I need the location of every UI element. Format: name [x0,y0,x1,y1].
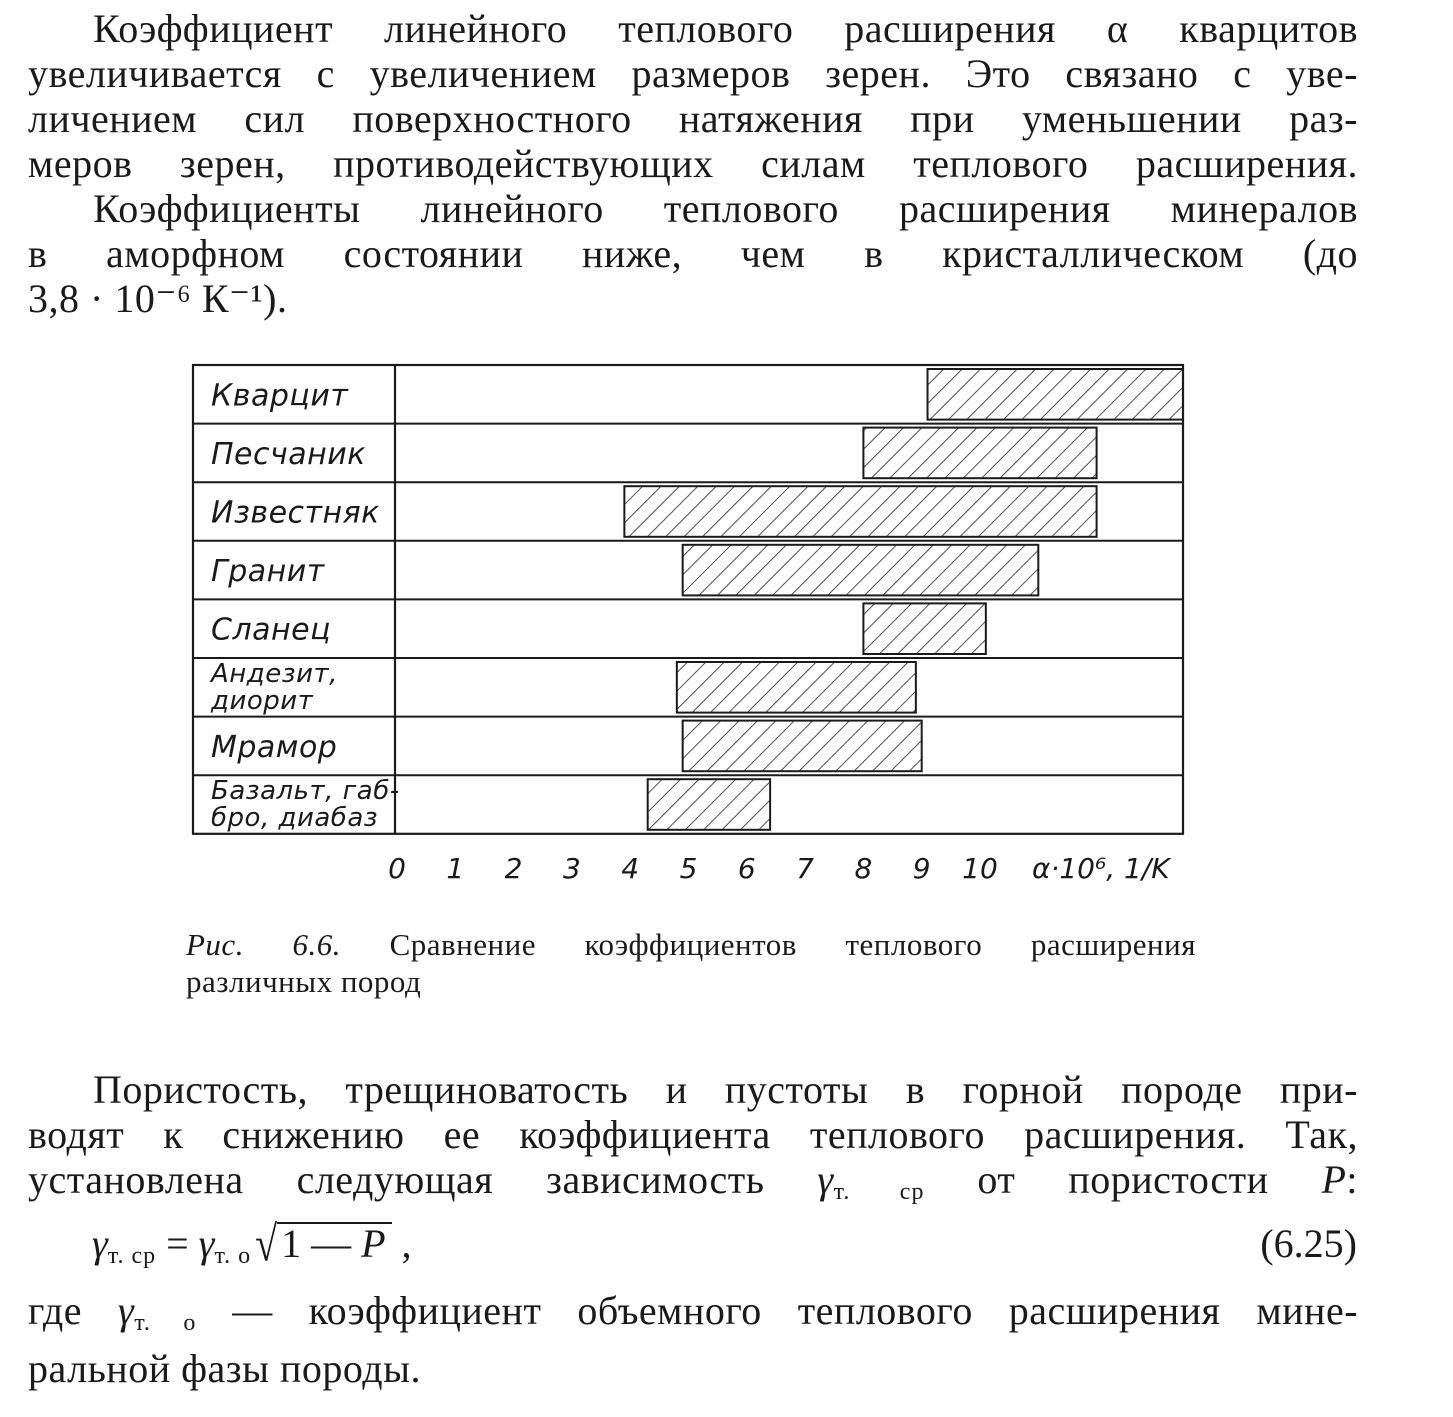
paragraph-where [28,1288,1358,1391]
category-label-line: Андезит, [211,659,338,689]
gamma-symbol: γ [817,1157,834,1202]
range-bar [677,662,916,713]
text-line: увеличивается с увеличением размеров зерен. Это связано с уве- [28,51,1358,96]
equation-body [92,1215,412,1272]
caption-line-1 [186,926,1196,963]
text-line: личением сил поверхностного натяжения при уменьшении раз- [28,96,1358,141]
text-line: Коэффициент линейного теплового расширения α кварцитов [93,6,1358,51]
text-line: ральной фазы породы. [28,1346,421,1391]
category-label-line: Песчаник [211,436,366,472]
x-tick-label: 0 [388,851,406,885]
category-label-line: бро, диабаз [211,803,379,834]
category-label [211,496,380,531]
text-line [28,1288,1358,1346]
text-line [28,1157,1358,1215]
category-label-line: Гранит [211,554,325,590]
x-axis-label: α·10⁶, 1/K [1032,851,1170,885]
range-bar [683,545,1039,596]
equation-comma: , [391,1221,412,1266]
category-label [209,659,338,716]
x-tick-label: 1 [446,851,465,885]
category-label [211,730,337,765]
category-label [211,554,326,589]
radicand-text: 1 — [281,1221,362,1266]
gamma-subscript: т. о [214,1243,252,1269]
text-line: меров зерен, противодействующих силам теплового расширения. [28,141,1358,186]
category-label-line: Базальт, габ- [211,776,400,807]
category-label [211,776,400,833]
x-tick-label: 9 [912,851,931,885]
gamma-subscript: т. ср [833,1179,925,1205]
caption-text: Сравнение коэффициентов теплового расширения [389,927,1196,962]
paragraph-amorphous [28,186,1358,321]
radical-sign: √ [255,1215,278,1272]
text-segment: — коэффициент объемного теплового расширения мине- [232,1288,1359,1333]
variable-p: P [361,1221,386,1266]
caption-figure-label: Рис. 6.6. [186,927,342,962]
x-tick-label: 3 [562,851,581,885]
caption-line-2: различных пород [186,964,422,999]
radicand [277,1222,391,1264]
paragraph-porosity [28,1067,1358,1215]
range-bar [648,779,770,830]
x-tick-label: 5 [679,851,698,885]
range-bar [624,486,1096,537]
category-label-line: Кварцит [211,378,349,414]
text-line: Коэффициенты линейного теплового расширения минералов [93,186,1358,231]
x-tick-label: 10 [962,851,998,885]
equation-6-25 [92,1212,1357,1272]
gamma-subscript: т. о [134,1310,197,1336]
x-tick-label: 6 [737,851,756,885]
x-tick-label: 4 [621,851,640,885]
variable-p: P [1321,1157,1347,1202]
category-label-line: диорит [211,686,314,716]
category-label [211,613,331,648]
x-tick-label: 7 [796,851,815,885]
text-line: водят к снижению ее коэффициента теплового расширения. Так, [28,1112,1358,1157]
equation-number: (6.25) [1260,1221,1357,1266]
paragraph-thermal-expansion [28,6,1358,186]
gamma-symbol: γ [198,1221,215,1266]
x-tick-label: 2 [504,851,523,885]
text-line: Пористость, трещиноватость и пустоты в горной породе при- [93,1067,1358,1112]
text-segment: установлена следующая зависимость [28,1157,765,1202]
category-label [211,437,366,472]
gamma-symbol: γ [92,1221,108,1266]
colon: : [1346,1157,1358,1202]
figure-caption [186,926,1196,1000]
figure-range-chart [185,355,1195,895]
category-label-line: Сланец [211,612,331,648]
range-bar [928,369,1183,420]
equals-sign: = [156,1221,199,1266]
range-bar [863,603,985,654]
text-line: 3,8 · 10⁻⁶ К⁻¹). [28,276,288,321]
gamma-symbol: γ [117,1288,135,1333]
chart-svg [185,355,1195,895]
gamma-subscript: т. ср [107,1243,157,1269]
category-label-line: Мрамор [211,729,338,765]
text-segment: где [28,1288,83,1333]
x-tick-label: 8 [854,851,873,885]
category-label [211,378,349,413]
range-bar [683,721,922,772]
text-line: в аморфном состоянии ниже, чем в кристаллическом (до [28,231,1358,276]
text-segment: от пористости [977,1157,1269,1202]
category-label-line: Известняк [211,495,380,531]
range-bar [863,428,1096,479]
